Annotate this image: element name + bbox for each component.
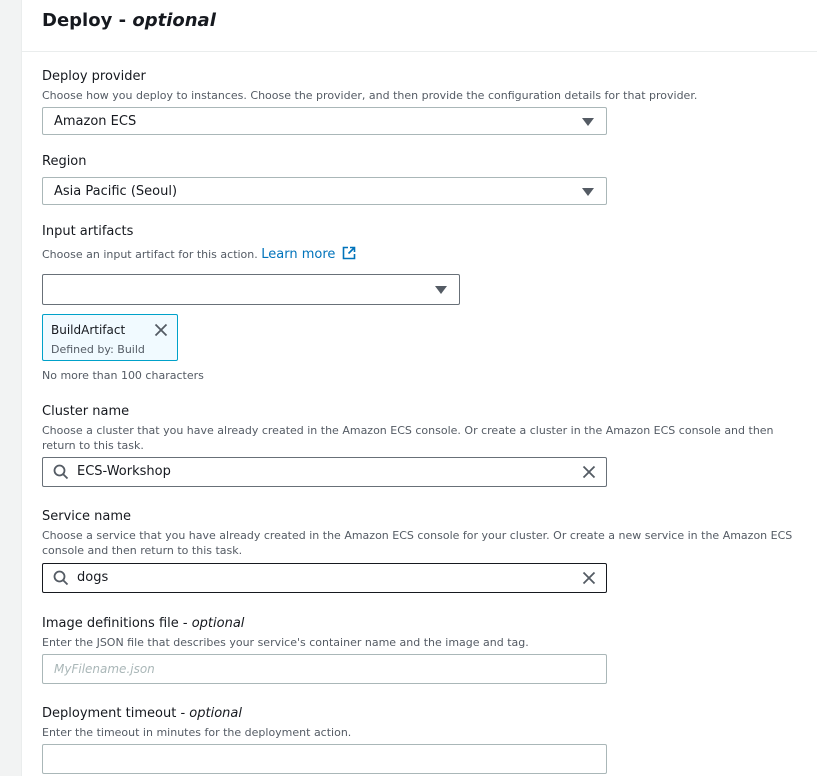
panel-title: Deploy - optional xyxy=(42,10,216,31)
image-definitions-input[interactable] xyxy=(42,654,607,684)
cluster-name-value: ECS-Workshop xyxy=(77,464,171,479)
deploy-provider-label: Deploy provider xyxy=(42,69,146,84)
deployment-timeout-input[interactable] xyxy=(42,744,607,774)
deploy-panel xyxy=(21,0,817,776)
cluster-name-label: Cluster name xyxy=(42,404,130,419)
external-link-icon xyxy=(342,246,356,260)
input-artifacts-label: Input artifacts xyxy=(42,224,134,239)
artifact-token-name: BuildArtifact xyxy=(51,323,126,337)
service-name-description: Choose a service that you have already created in the Amazon ECS console for your cluster. Or create a new service in the Amazon ECS console and then return to this task. xyxy=(42,529,793,557)
service-name-value: dogs xyxy=(77,570,109,585)
input-artifacts-constraint: No more than 100 characters xyxy=(42,369,204,382)
artifact-token xyxy=(42,314,178,361)
caret-down-icon xyxy=(582,118,594,126)
deploy-provider-select[interactable] xyxy=(42,107,607,135)
input-artifacts-description: Choose an input artifact for this action. xyxy=(42,248,258,261)
deployment-timeout-label: Deployment timeout - optional xyxy=(42,706,242,721)
search-icon xyxy=(53,464,69,480)
panel-title-optional: optional xyxy=(132,10,216,31)
learn-more-link[interactable]: Learn more xyxy=(261,247,355,262)
close-icon[interactable] xyxy=(582,571,596,585)
service-name-label: Service name xyxy=(42,509,132,524)
deployment-timeout-description: Enter the timeout in minutes for the deployment action. xyxy=(42,726,352,739)
panel-title-main: Deploy xyxy=(42,10,113,31)
close-icon[interactable] xyxy=(154,323,168,337)
deploy-provider-description: Choose how you deploy to instances. Choose the provider, and then provide the configuration details for that provider. xyxy=(42,89,698,102)
input-artifacts-description-row xyxy=(42,246,356,262)
region-value: Asia Pacific (Seoul) xyxy=(54,184,178,199)
caret-down-icon xyxy=(435,286,447,294)
caret-down-icon xyxy=(582,188,594,196)
close-icon[interactable] xyxy=(582,465,596,479)
input-artifacts-select[interactable] xyxy=(42,274,460,305)
panel-header xyxy=(22,0,817,52)
region-select[interactable] xyxy=(42,177,607,205)
artifact-token-source: Defined by: Build xyxy=(51,343,145,356)
service-name-input[interactable] xyxy=(42,563,607,593)
search-icon xyxy=(53,570,69,586)
cluster-name-description: Choose a cluster that you have already created in the Amazon ECS console. Or create a cluster in the Amazon ECS console and then return to this task. xyxy=(42,424,774,452)
image-definitions-placeholder: MyFilename.json xyxy=(54,662,155,676)
cluster-name-input[interactable] xyxy=(42,457,607,487)
image-definitions-label: Image definitions file - optional xyxy=(42,616,245,631)
region-label: Region xyxy=(42,154,87,169)
image-definitions-description: Enter the JSON file that describes your service's container name and the image and tag. xyxy=(42,636,529,649)
deploy-provider-value: Amazon ECS xyxy=(54,114,137,129)
